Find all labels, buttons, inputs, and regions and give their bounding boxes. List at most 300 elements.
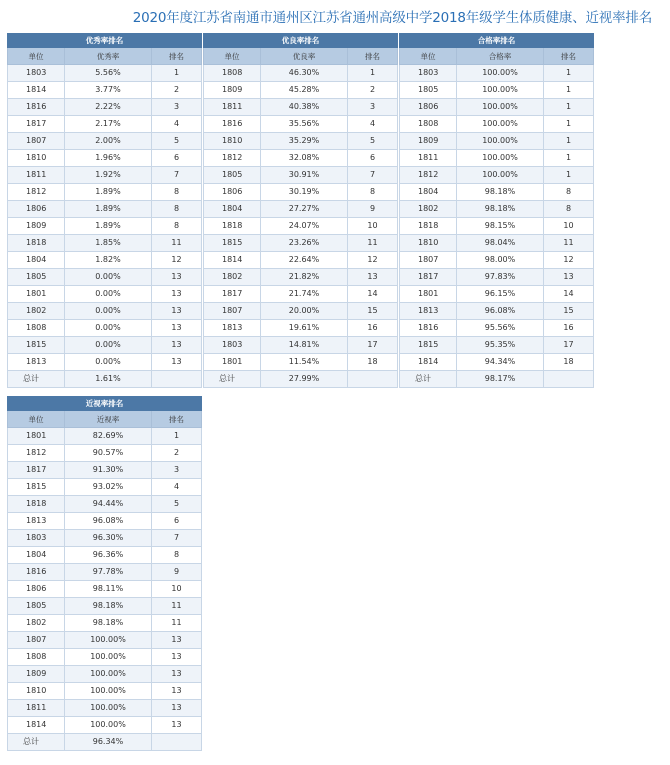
unit-cell: 1811 xyxy=(8,167,65,184)
rate-cell: 1.82% xyxy=(65,252,152,269)
rank-cell: 11 xyxy=(544,235,594,252)
rank-cell: 16 xyxy=(544,320,594,337)
unit-cell: 1817 xyxy=(204,286,261,303)
rate-cell: 98.11% xyxy=(65,581,152,598)
rate-cell: 94.34% xyxy=(457,354,544,371)
unit-cell: 1801 xyxy=(400,286,457,303)
rank-cell: 4 xyxy=(348,116,398,133)
table-row xyxy=(400,252,594,269)
table-row xyxy=(8,303,202,320)
rank-cell: 6 xyxy=(348,150,398,167)
myopia-rate-panel xyxy=(7,396,201,751)
unit-header: 单位 xyxy=(8,48,65,65)
rate-cell: 1.89% xyxy=(65,218,152,235)
rank-cell: 3 xyxy=(348,99,398,116)
rate-cell: 1.96% xyxy=(65,150,152,167)
rate-cell: 96.15% xyxy=(457,286,544,303)
rate-cell: 32.08% xyxy=(261,150,348,167)
table-row xyxy=(8,201,202,218)
rate-cell: 100.00% xyxy=(65,700,152,717)
rank-cell: 2 xyxy=(348,82,398,99)
total-value: 27.99% xyxy=(261,371,348,388)
unit-cell: 1818 xyxy=(204,218,261,235)
rank-header: 排名 xyxy=(348,48,398,65)
rank-cell: 13 xyxy=(152,700,202,717)
table-row xyxy=(204,286,398,303)
rank-header: 排名 xyxy=(152,48,202,65)
rate-cell: 95.56% xyxy=(457,320,544,337)
unit-cell: 1802 xyxy=(400,201,457,218)
rank-cell: 15 xyxy=(348,303,398,320)
rank-cell: 5 xyxy=(152,496,202,513)
rate-header: 优秀率 xyxy=(65,48,152,65)
column-header-row xyxy=(400,48,594,65)
rate-cell: 100.00% xyxy=(457,167,544,184)
rank-cell: 1 xyxy=(544,150,594,167)
rate-cell: 96.30% xyxy=(65,530,152,547)
rank-cell: 2 xyxy=(152,445,202,462)
unit-cell: 1814 xyxy=(204,252,261,269)
rate-cell: 0.00% xyxy=(65,286,152,303)
pass-rate-panel xyxy=(399,33,593,388)
table-row xyxy=(8,479,202,496)
rank-cell: 1 xyxy=(544,167,594,184)
rank-cell: 3 xyxy=(152,99,202,116)
unit-cell: 1817 xyxy=(400,269,457,286)
table-row xyxy=(204,320,398,337)
rank-cell: 5 xyxy=(348,133,398,150)
unit-cell: 1803 xyxy=(8,65,65,82)
table-row xyxy=(8,428,202,445)
rank-cell: 13 xyxy=(152,717,202,734)
rate-cell: 46.30% xyxy=(261,65,348,82)
rate-cell: 100.00% xyxy=(457,99,544,116)
unit-cell: 1802 xyxy=(8,303,65,320)
rate-cell: 21.82% xyxy=(261,269,348,286)
rank-cell: 17 xyxy=(348,337,398,354)
rate-header: 合格率 xyxy=(457,48,544,65)
rate-cell: 100.00% xyxy=(457,133,544,150)
table-row xyxy=(8,547,202,564)
rank-cell: 13 xyxy=(152,666,202,683)
unit-cell: 1809 xyxy=(204,82,261,99)
rank-cell: 14 xyxy=(348,286,398,303)
unit-cell: 1809 xyxy=(8,218,65,235)
unit-cell: 1813 xyxy=(8,354,65,371)
table-row xyxy=(8,116,202,133)
table-row xyxy=(8,320,202,337)
rate-cell: 97.83% xyxy=(457,269,544,286)
unit-cell: 1803 xyxy=(400,65,457,82)
unit-cell: 1812 xyxy=(204,150,261,167)
rate-cell: 98.18% xyxy=(65,598,152,615)
column-header-row xyxy=(8,411,202,428)
unit-cell: 1813 xyxy=(8,513,65,530)
rank-cell: 7 xyxy=(152,167,202,184)
rate-cell: 100.00% xyxy=(65,683,152,700)
table-row xyxy=(8,598,202,615)
table-row xyxy=(400,201,594,218)
rate-cell: 0.00% xyxy=(65,354,152,371)
rate-cell: 2.17% xyxy=(65,116,152,133)
rate-cell: 21.74% xyxy=(261,286,348,303)
rate-cell: 94.44% xyxy=(65,496,152,513)
ranking-table xyxy=(399,33,594,388)
unit-cell: 1816 xyxy=(400,320,457,337)
rate-cell: 96.36% xyxy=(65,547,152,564)
rate-cell: 96.08% xyxy=(65,513,152,530)
table-row xyxy=(400,82,594,99)
unit-cell: 1805 xyxy=(204,167,261,184)
unit-cell: 1814 xyxy=(8,82,65,99)
unit-header: 单位 xyxy=(8,411,65,428)
rate-cell: 40.38% xyxy=(261,99,348,116)
table-row xyxy=(8,218,202,235)
rank-cell: 12 xyxy=(348,252,398,269)
rate-cell: 97.78% xyxy=(65,564,152,581)
rank-cell: 10 xyxy=(348,218,398,235)
rate-cell: 98.18% xyxy=(65,615,152,632)
rate-cell: 22.64% xyxy=(261,252,348,269)
rate-cell: 95.35% xyxy=(457,337,544,354)
rate-cell: 1.85% xyxy=(65,235,152,252)
rank-cell: 7 xyxy=(348,167,398,184)
ranking-table xyxy=(203,33,398,388)
table-row xyxy=(8,700,202,717)
table-row xyxy=(400,269,594,286)
rate-cell: 98.18% xyxy=(457,184,544,201)
table-row xyxy=(400,320,594,337)
table-title: 优良率排名 xyxy=(204,34,398,48)
rank-cell: 4 xyxy=(152,116,202,133)
rate-cell: 5.56% xyxy=(65,65,152,82)
rank-cell: 1 xyxy=(544,99,594,116)
rate-cell: 2.00% xyxy=(65,133,152,150)
table-row xyxy=(204,337,398,354)
table-row xyxy=(8,683,202,700)
rank-cell: 7 xyxy=(152,530,202,547)
unit-cell: 1817 xyxy=(8,462,65,479)
rank-cell: 18 xyxy=(348,354,398,371)
rate-cell: 100.00% xyxy=(457,65,544,82)
rank-cell: 9 xyxy=(152,564,202,581)
table-title-row xyxy=(8,34,202,48)
unit-cell: 1806 xyxy=(204,184,261,201)
total-label: 总计 xyxy=(204,371,261,388)
unit-cell: 1807 xyxy=(8,133,65,150)
unit-cell: 1810 xyxy=(8,150,65,167)
table-row xyxy=(204,235,398,252)
table-title: 优秀率排名 xyxy=(8,34,202,48)
rate-cell: 96.08% xyxy=(457,303,544,320)
table-row xyxy=(400,150,594,167)
rate-header: 优良率 xyxy=(261,48,348,65)
unit-cell: 1810 xyxy=(204,133,261,150)
good-rate-panel xyxy=(203,33,397,388)
table-row xyxy=(400,167,594,184)
unit-cell: 1817 xyxy=(8,116,65,133)
table-row xyxy=(204,167,398,184)
table-row xyxy=(204,201,398,218)
unit-cell: 1802 xyxy=(204,269,261,286)
unit-cell: 1808 xyxy=(8,649,65,666)
rate-cell: 45.28% xyxy=(261,82,348,99)
table-row xyxy=(204,65,398,82)
unit-cell: 1816 xyxy=(8,99,65,116)
rate-cell: 0.00% xyxy=(65,320,152,337)
rank-cell: 13 xyxy=(152,649,202,666)
unit-cell: 1812 xyxy=(8,445,65,462)
rank-cell: 15 xyxy=(544,303,594,320)
rate-cell: 100.00% xyxy=(65,717,152,734)
rank-cell: 6 xyxy=(152,513,202,530)
unit-cell: 1812 xyxy=(400,167,457,184)
rank-cell: 13 xyxy=(152,320,202,337)
table-row xyxy=(8,99,202,116)
unit-cell: 1801 xyxy=(204,354,261,371)
unit-cell: 1812 xyxy=(8,184,65,201)
table-row xyxy=(8,65,202,82)
unit-cell: 1815 xyxy=(8,479,65,496)
table-row xyxy=(400,286,594,303)
unit-cell: 1813 xyxy=(400,303,457,320)
unit-cell: 1807 xyxy=(400,252,457,269)
unit-cell: 1811 xyxy=(8,700,65,717)
rate-cell: 27.27% xyxy=(261,201,348,218)
rank-cell: 8 xyxy=(152,547,202,564)
table-row xyxy=(400,354,594,371)
rank-cell: 10 xyxy=(544,218,594,235)
rate-cell: 30.91% xyxy=(261,167,348,184)
table-row xyxy=(8,717,202,734)
unit-cell: 1818 xyxy=(400,218,457,235)
rank-cell: 8 xyxy=(152,218,202,235)
unit-cell: 1807 xyxy=(204,303,261,320)
table-row xyxy=(8,286,202,303)
rank-cell: 8 xyxy=(152,184,202,201)
table-row xyxy=(400,184,594,201)
total-value: 1.61% xyxy=(65,371,152,388)
unit-cell: 1809 xyxy=(8,666,65,683)
rank-cell: 1 xyxy=(544,133,594,150)
rank-cell: 17 xyxy=(544,337,594,354)
unit-cell: 1818 xyxy=(8,496,65,513)
total-value: 98.17% xyxy=(457,371,544,388)
rate-cell: 100.00% xyxy=(65,632,152,649)
rate-cell: 100.00% xyxy=(65,666,152,683)
rank-cell: 13 xyxy=(152,303,202,320)
rank-cell: 11 xyxy=(152,235,202,252)
unit-cell: 1801 xyxy=(8,428,65,445)
rate-cell: 90.57% xyxy=(65,445,152,462)
rate-cell: 3.77% xyxy=(65,82,152,99)
unit-cell: 1814 xyxy=(8,717,65,734)
table-row xyxy=(400,65,594,82)
unit-cell: 1811 xyxy=(400,150,457,167)
rank-cell: 1 xyxy=(544,65,594,82)
unit-cell: 1813 xyxy=(204,320,261,337)
unit-cell: 1816 xyxy=(8,564,65,581)
rank-cell: 1 xyxy=(348,65,398,82)
rate-cell: 100.00% xyxy=(457,116,544,133)
total-row xyxy=(400,371,594,388)
table-row xyxy=(8,649,202,666)
table-row xyxy=(204,354,398,371)
table-row xyxy=(8,615,202,632)
rate-cell: 23.26% xyxy=(261,235,348,252)
unit-cell: 1808 xyxy=(204,65,261,82)
table-row xyxy=(204,218,398,235)
ranking-table xyxy=(7,396,202,751)
table-title: 合格率排名 xyxy=(400,34,594,48)
rank-cell: 3 xyxy=(152,462,202,479)
table-row xyxy=(8,150,202,167)
rate-cell: 1.89% xyxy=(65,201,152,218)
rate-cell: 0.00% xyxy=(65,337,152,354)
total-rank xyxy=(348,371,398,388)
rank-cell: 8 xyxy=(152,201,202,218)
unit-cell: 1807 xyxy=(8,632,65,649)
rate-cell: 98.04% xyxy=(457,235,544,252)
table-row xyxy=(204,133,398,150)
rank-cell: 13 xyxy=(152,286,202,303)
rate-cell: 24.07% xyxy=(261,218,348,235)
excellence-rate-panel xyxy=(7,33,201,388)
table-row xyxy=(400,218,594,235)
unit-cell: 1801 xyxy=(8,286,65,303)
rank-cell: 8 xyxy=(544,201,594,218)
table-row xyxy=(8,184,202,201)
unit-cell: 1815 xyxy=(8,337,65,354)
table-row xyxy=(8,252,202,269)
total-label: 总计 xyxy=(400,371,457,388)
total-row xyxy=(204,371,398,388)
rank-cell: 11 xyxy=(152,598,202,615)
rank-cell: 13 xyxy=(152,632,202,649)
table-row xyxy=(8,235,202,252)
rank-cell: 5 xyxy=(152,133,202,150)
unit-cell: 1810 xyxy=(8,683,65,700)
table-row xyxy=(8,530,202,547)
table-row xyxy=(204,303,398,320)
table-row xyxy=(8,496,202,513)
rate-cell: 11.54% xyxy=(261,354,348,371)
rank-cell: 10 xyxy=(152,581,202,598)
table-row xyxy=(8,462,202,479)
unit-cell: 1806 xyxy=(400,99,457,116)
table-title-row xyxy=(204,34,398,48)
table-row xyxy=(8,666,202,683)
unit-cell: 1814 xyxy=(400,354,457,371)
rate-cell: 0.00% xyxy=(65,269,152,286)
rank-cell: 13 xyxy=(544,269,594,286)
column-header-row xyxy=(8,48,202,65)
unit-cell: 1804 xyxy=(400,184,457,201)
rate-cell: 91.30% xyxy=(65,462,152,479)
table-row xyxy=(400,116,594,133)
rate-cell: 20.00% xyxy=(261,303,348,320)
table-row xyxy=(8,167,202,184)
total-row xyxy=(8,371,202,388)
table-row xyxy=(204,99,398,116)
unit-cell: 1811 xyxy=(204,99,261,116)
rank-cell: 13 xyxy=(152,337,202,354)
table-row xyxy=(204,82,398,99)
rate-cell: 100.00% xyxy=(65,649,152,666)
table-row xyxy=(8,337,202,354)
rate-cell: 19.61% xyxy=(261,320,348,337)
rank-cell: 9 xyxy=(348,201,398,218)
rate-cell: 35.56% xyxy=(261,116,348,133)
unit-cell: 1815 xyxy=(400,337,457,354)
unit-cell: 1818 xyxy=(8,235,65,252)
total-row xyxy=(8,734,202,751)
unit-cell: 1815 xyxy=(204,235,261,252)
unit-cell: 1808 xyxy=(400,116,457,133)
table-row xyxy=(8,133,202,150)
rate-cell: 30.19% xyxy=(261,184,348,201)
table-row xyxy=(204,150,398,167)
rank-cell: 12 xyxy=(152,252,202,269)
unit-cell: 1810 xyxy=(400,235,457,252)
total-rank xyxy=(152,734,202,751)
table-row xyxy=(400,235,594,252)
rate-cell: 1.92% xyxy=(65,167,152,184)
table-row xyxy=(204,269,398,286)
table-row xyxy=(8,445,202,462)
table-row xyxy=(400,337,594,354)
table-row xyxy=(204,252,398,269)
rank-cell: 18 xyxy=(544,354,594,371)
unit-cell: 1804 xyxy=(8,252,65,269)
unit-cell: 1804 xyxy=(8,547,65,564)
unit-cell: 1805 xyxy=(8,269,65,286)
total-value: 96.34% xyxy=(65,734,152,751)
rate-cell: 82.69% xyxy=(65,428,152,445)
table-row xyxy=(400,99,594,116)
table-title-row xyxy=(400,34,594,48)
rate-cell: 2.22% xyxy=(65,99,152,116)
total-label: 总计 xyxy=(8,734,65,751)
rank-cell: 4 xyxy=(152,479,202,496)
ranking-table xyxy=(7,33,202,388)
rank-cell: 12 xyxy=(544,252,594,269)
rank-cell: 13 xyxy=(152,354,202,371)
table-row xyxy=(8,269,202,286)
unit-cell: 1803 xyxy=(8,530,65,547)
rank-cell: 13 xyxy=(152,269,202,286)
unit-cell: 1806 xyxy=(8,201,65,218)
table-row xyxy=(8,354,202,371)
table-row xyxy=(8,513,202,530)
rate-cell: 35.29% xyxy=(261,133,348,150)
total-label: 总计 xyxy=(8,371,65,388)
rate-cell: 100.00% xyxy=(457,150,544,167)
rate-cell: 100.00% xyxy=(457,82,544,99)
unit-cell: 1816 xyxy=(204,116,261,133)
table-row xyxy=(400,133,594,150)
unit-cell: 1804 xyxy=(204,201,261,218)
rate-cell: 98.00% xyxy=(457,252,544,269)
rank-cell: 2 xyxy=(152,82,202,99)
unit-cell: 1806 xyxy=(8,581,65,598)
table-row xyxy=(8,632,202,649)
rank-cell: 11 xyxy=(152,615,202,632)
rank-cell: 11 xyxy=(348,235,398,252)
rank-cell: 1 xyxy=(544,116,594,133)
unit-cell: 1808 xyxy=(8,320,65,337)
table-row xyxy=(204,116,398,133)
